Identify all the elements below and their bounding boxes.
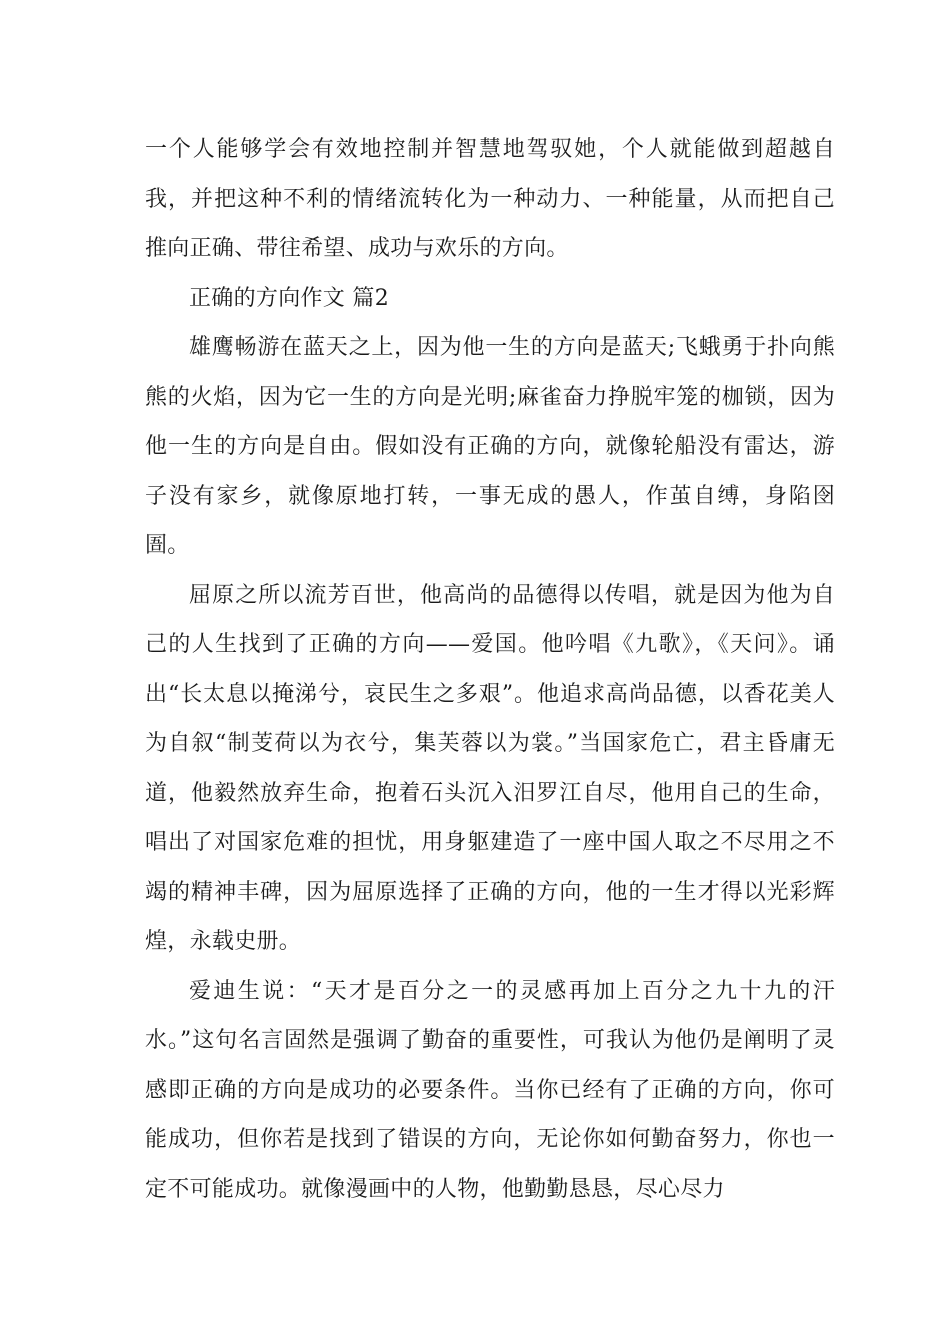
paragraph-1: 一个人能够学会有效地控制并智慧地驾驭她，个人就能做到超越自我，并把这种不利的情绪流转化为一种动力、一种能量，从而把自己推向正确、带往希望、成功与欢乐的方向。 bbox=[145, 137, 835, 261]
paragraph-4: 爱迪生说：“天才是百分之一的灵感再加上百分之九十九的汗水。”这句名言固然是强调了勤奋的重要性，可我认为他仍是阐明了灵感即正确的方向是成功的必要条件。当你已经有了正确的方向，你可能成功，但你若是找到了错误的方向，无论你如何勤奋努力，你也一定不可能成功。就像漫画中的人物，他勤勤恳恳，尽心尽力 bbox=[145, 978, 835, 1202]
paragraph-2: 雄鹰畅游在蓝天之上，因为他一生的方向是蓝天;飞蛾勇于扑向熊熊的火焰，因为它一生的方向是光明;麻雀奋力挣脱牢笼的枷锁，因为他一生的方向是自由。假如没有正确的方向，就像轮船没有雷达，游子没有家乡，就像原地打转，一事无成的愚人，作茧自缚，身陷囹圄。 bbox=[145, 335, 835, 558]
section-heading: 正确的方向作文 篇2 bbox=[189, 285, 389, 311]
paragraph-3: 屈原之所以流芳百世，他高尚的品德得以传唱，就是因为他为自己的人生找到了正确的方向——爱国。他吟唱《九歌》，《天问》。诵出“长太息以掩涕兮，哀民生之多艰”。他追求高尚品德，以香花美人为自叙“制芰荷以为衣兮，集芙蓉以为裳。”当国家危亡，君主昏庸无道，他毅然放弃生命，抱着石头沉入汨罗江自尽，他用自己的生命，唱出了对国家危难的担忧，用身躯建造了一座中国人取之不尽用之不竭的精神丰碑，因为屈原选择了正确的方向，他的一生才得以光彩辉煌，永载史册。 bbox=[145, 582, 835, 954]
document-page bbox=[145, 125, 835, 1214]
